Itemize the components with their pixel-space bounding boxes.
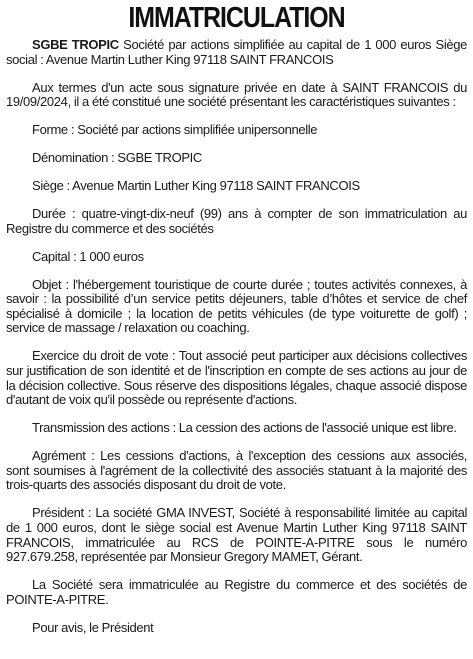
objet-paragraph: Objet : l'hébergement touristique de courte durée ; toutes activités connexes, à savoir : la possibilité d’un service petits déjeuners, table d’hôtes et service de chef spécialisé à domicile ; la location de petits véhicules (de type voiturette de golf) ; service de massage / relaxation ou coaching. [6,276,467,336]
duree-paragraph: Durée : quatre-vingt-dix-neuf (99) ans à compter de son immatriculation au Registre du commerce et des sociétés [6,206,467,236]
vote-paragraph: Exercice du droit de vote : Tout associé peut participer aux décisions collectives sur justification de son identité et de l'inscription en compte de ses actions au jour de la décision collective. Sous réserve des dispositions légales, chaque associé dispose d'autant de voix qu'il possède ou représente d'actions. [6,348,467,408]
company-name: SGBE TROPIC [32,37,119,52]
denomination-paragraph: Dénomination : SGBE TROPIC [32,150,202,166]
transmission-paragraph: Transmission des actions : La cession des actions de l'associé unique est libre. [32,420,457,436]
notice-title: IMMATRICULATION [128,2,345,34]
acte-paragraph: Aux termes d'un acte sous signature privée en date à SAINT FRANCOIS du 19/09/2024, il a été constitué une société présentant les caractéristiques suivantes : [6,79,467,110]
capital-paragraph: Capital : 1 000 euros [32,248,144,264]
siege-paragraph: Siège : Avenue Martin Luther King 97118 SAINT FRANCOIS [32,178,360,194]
intro-text: Société par actions simplifiée au capital de 1 000 euros Siège social : Avenue Martin Luther King 97118 SAINT FRANCOIS [6,37,467,67]
immatriculation-paragraph: La Société sera immatriculée au Registre du commerce et des sociétés de POINTE-A-PITRE. [6,577,467,607]
intro-paragraph [6,38,467,67]
president-paragraph: Président : La société GMA INVEST, Société à responsabilité limitée au capital de 1 000 euros, dont le siège social est Avenue Martin Luther King 97118 SAINT FRANCOIS, immatriculée au RCS de POINTE-A-PITRE sous le numéro 927.679.258, représentée par Monsieur Gregory MAMET, Gérant. [6,505,467,565]
forme-paragraph: Forme : Société par actions simplifiée unipersonnelle [32,122,318,138]
signature-paragraph: Pour avis, le Président [32,619,154,635]
agrement-paragraph: Agrément : Les cessions d'actions, à l'exception des cessions aux associés, sont soumises à l'agrément de la collectivité des associés statuant à la majorité des trois-quarts des associés disposant du droit de vote. [6,448,467,493]
